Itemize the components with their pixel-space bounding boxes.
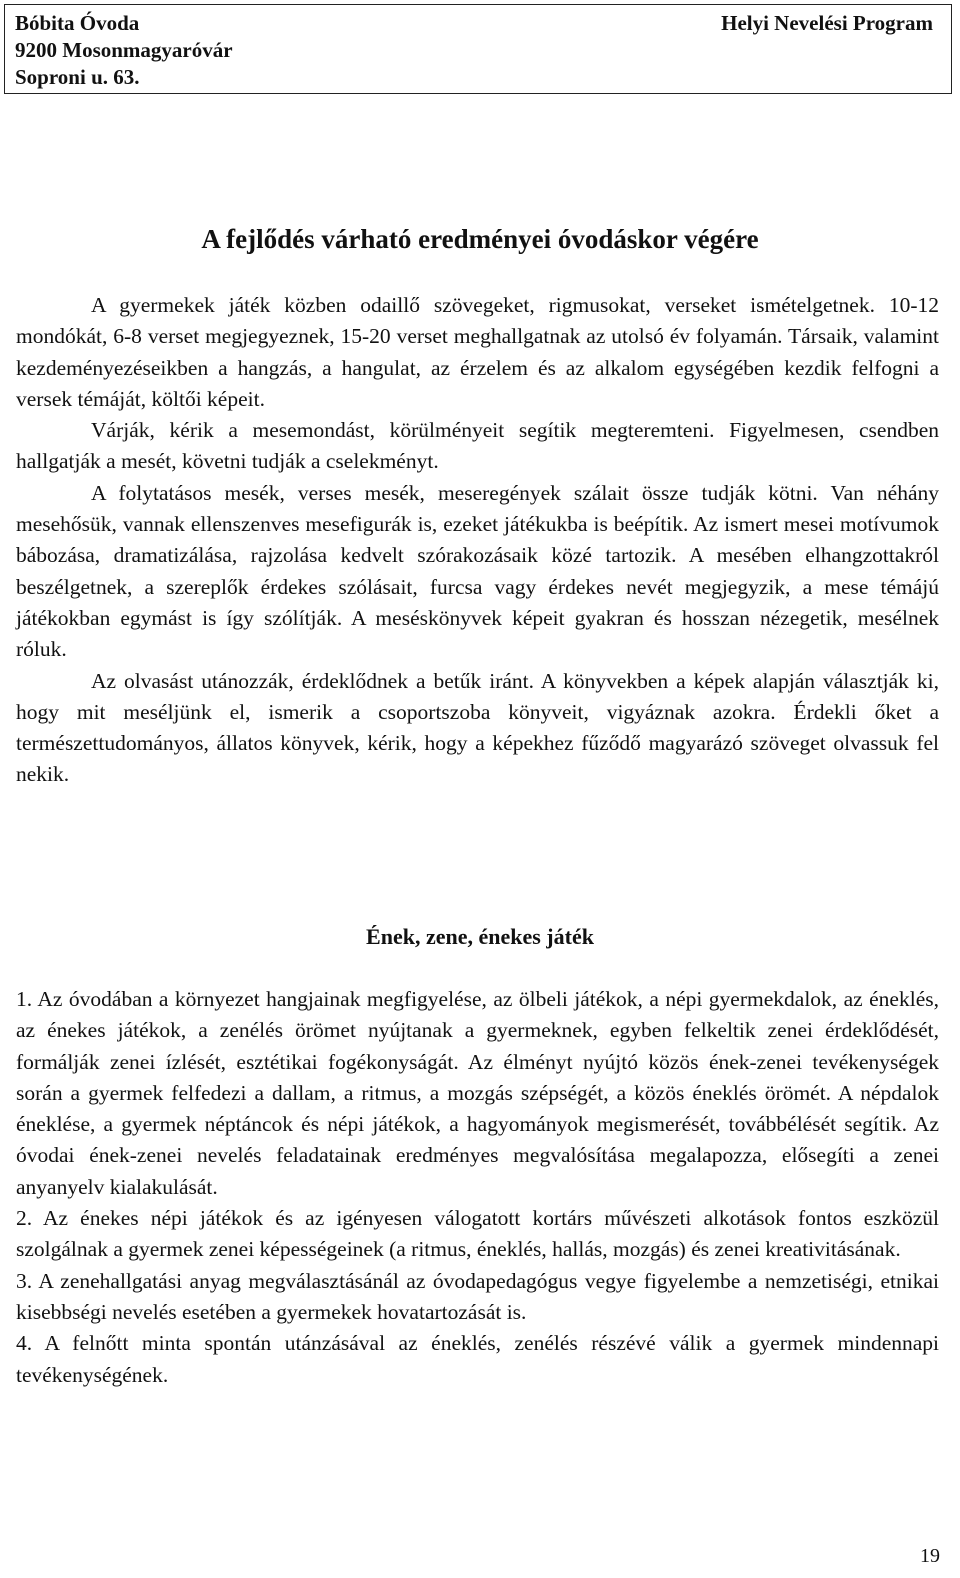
institution-name: Bóbita Óvoda [15, 11, 140, 35]
page-number: 19 [920, 1545, 940, 1567]
numbered-paragraph: 3. A zenehallgatási anyag megválasztásánál az óvodapedagógus vegye figyelembe a nemzetiségi, etnikai kisebbségi nevelés esetében a gyermekek hovatartozását is. [16, 1268, 939, 1324]
page-header [4, 4, 952, 94]
numbered-paragraph: 1. Az óvodában a környezet hangjainak megfigyelése, az ölbeli játékok, a népi gyermekdalok, az éneklés, az énekes játékok, a zenélés örömet nyújtanak a gyermeknek, egyben felkeltik zenei érdeklődését, formálják zenei ízlését, esztétikai fogékonyságát. Az élményt nyújtó közös ének-zenei tevékenységek során a gyermek felfedezi a dallam, a ritmus, a mozgás szépségét, a közös éneklés örömét. A népdalok éneklése, a gyermek néptáncok és népi játékok, a hagyományok megismerését, továbbélését segítik. Az óvodai ének-zenei nevelés feladatainak eredményes megvalósítása megalapozza, elősegíti a zenei anyanyelv kialakulását. [16, 987, 939, 1199]
program-name: Helyi Nevelési Program [721, 11, 933, 35]
numbered-paragraph: 2. Az énekes népi játékok és az igényesen válogatott kortárs művészeti alkotások fontos eszközül szolgálnak a gyermek zenei képességeinek (a ritmus, éneklés, hallás, mozgás) és zenei kreativitásának. [16, 1206, 939, 1262]
paragraph: Az olvasást utánozzák, érdeklődnek a betűk iránt. A könyvekben a képek alapján választják ki, hogy mit meséljünk el, ismerik a csoportszoba könyveit, vigyáznak azokra. Érdekli őket a természettudományos, állatos könyvek, kérik, hogy a képekhez fűződő magyarázó szöveget olvassuk fel nekik. [16, 668, 939, 787]
paragraph: A gyermekek játék közben odaillő szövegeket, rigmusokat, verseket ismételgetnek. 10-12 mondókát, 6-8 verset megjegyeznek, 15-20 verset meghallgatnak az utolsó év folyamán. Társaik, valamint kezdeményezéseikben a hangzás, a hangulat, az érzelem és az alkalom egységében kezdik felfogni a versek témáját, költői képeit. [16, 293, 939, 411]
section-development-body [16, 290, 939, 791]
section-heading-music: Ének, zene, énekes játék [366, 924, 594, 949]
numbered-paragraph: 4. A felnőtt minta spontán utánzásával az éneklés, zenélés részévé válik a gyermek mindennapi tevékenységének. [16, 1331, 939, 1387]
institution-street: Soproni u. 63. [15, 65, 140, 89]
section-music-body [16, 984, 939, 1391]
paragraph: A folytatásos mesék, verses mesék, meseregények szálait össze tudják kötni. Van néhány mesehősük, vannak ellenszenves mesefigurák is, ezeket játékukba is beépítik. Az ismert mesei motívumok bábozása, dramatizálása, rajzolása kedvelt szórakozásaik közé tartozik. A mesében elhangzottakról beszélgetnek, a szereplők érdekes szólásait, furcsa vagy érdekes nevét megjegyzik, a mese témájú játékokban egymást is így szólítják. A meséskönyvek képeit gyakran és hosszan nézegetik, mesélnek róluk. [16, 480, 939, 662]
paragraph: Várják, kérik a mesemondást, körülményeit segítik megteremteni. Figyelmesen, csendben hallgatják a mesét, követni tudják a cselekményt. [16, 418, 939, 474]
institution-city: 9200 Mosonmagyaróvár [15, 38, 233, 62]
institution-info [15, 10, 233, 91]
section-heading-development: A fejlődés várható eredményei óvodáskor végére [201, 224, 759, 254]
